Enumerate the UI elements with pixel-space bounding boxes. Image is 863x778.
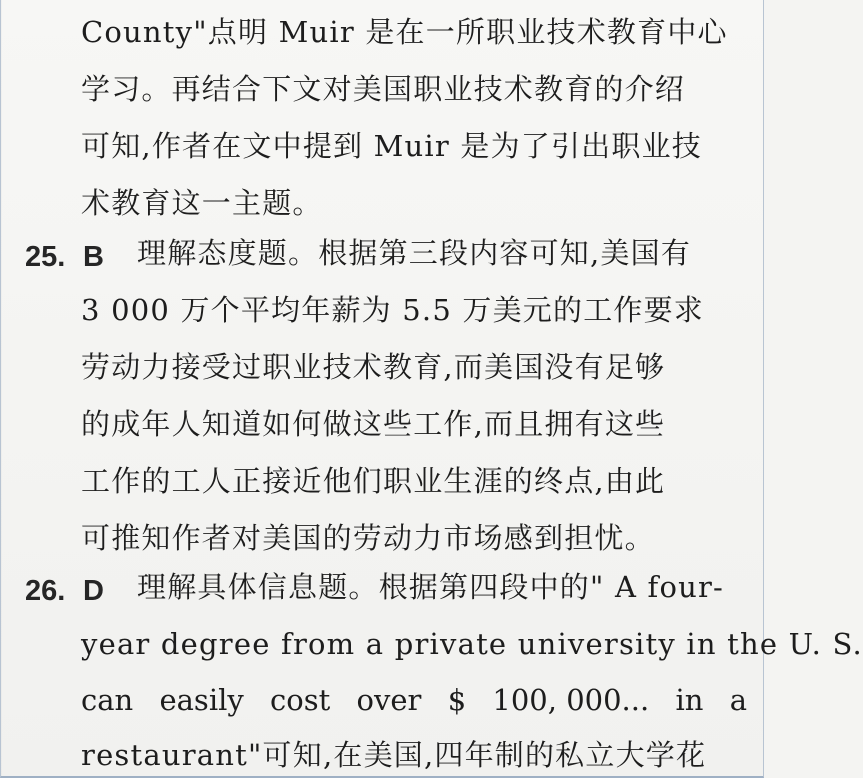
- quote-word: easily: [159, 683, 244, 717]
- question-explanation-line: 理解具体信息题。根据第四段中的" A four-: [137, 570, 725, 604]
- quote-word: 100, 000...: [492, 683, 650, 717]
- text-line: 工作的工人正接近他们职业生涯的终点,由此: [81, 464, 666, 498]
- quote-word: a: [729, 683, 747, 717]
- text-line: 学习。再结合下文对美国职业技术教育的介绍: [81, 72, 686, 106]
- text-line: 可推知作者对美国的劳动力市场感到担忧。: [81, 521, 655, 555]
- text-line: 的成年人知道如何做这些工作,而且拥有这些: [81, 407, 666, 441]
- english-quote-line: [81, 683, 747, 717]
- question-number: 25.: [25, 241, 66, 273]
- quote-word: can: [81, 683, 134, 717]
- quote-word: over: [356, 683, 422, 717]
- text-line: restaurant"可知,在美国,四年制的私立大学花: [81, 738, 707, 772]
- text-line: 可知,作者在文中提到 Muir 是为了引出职业技: [81, 129, 702, 163]
- text-line: County"点明 Muir 是在一所职业技术教育中心: [81, 15, 728, 49]
- question-number: 26.: [25, 575, 66, 607]
- quote-word: cost: [270, 683, 331, 717]
- answer-letter: B: [83, 241, 104, 273]
- text-line: 3 000 万个平均年薪为 5.5 万美元的工作要求: [81, 293, 704, 327]
- question-explanation-line: 理解态度题。根据第三段内容可知,美国有: [137, 236, 692, 270]
- quote-word: $: [447, 683, 467, 717]
- english-quote-line: year degree from a private university in the U. S.: [81, 627, 863, 661]
- text-line: 术教育这一主题。: [81, 186, 323, 220]
- quote-word: in: [675, 683, 704, 717]
- answer-letter: D: [83, 575, 104, 607]
- text-line: 劳动力接受过职业技术教育,而美国没有足够: [81, 350, 666, 384]
